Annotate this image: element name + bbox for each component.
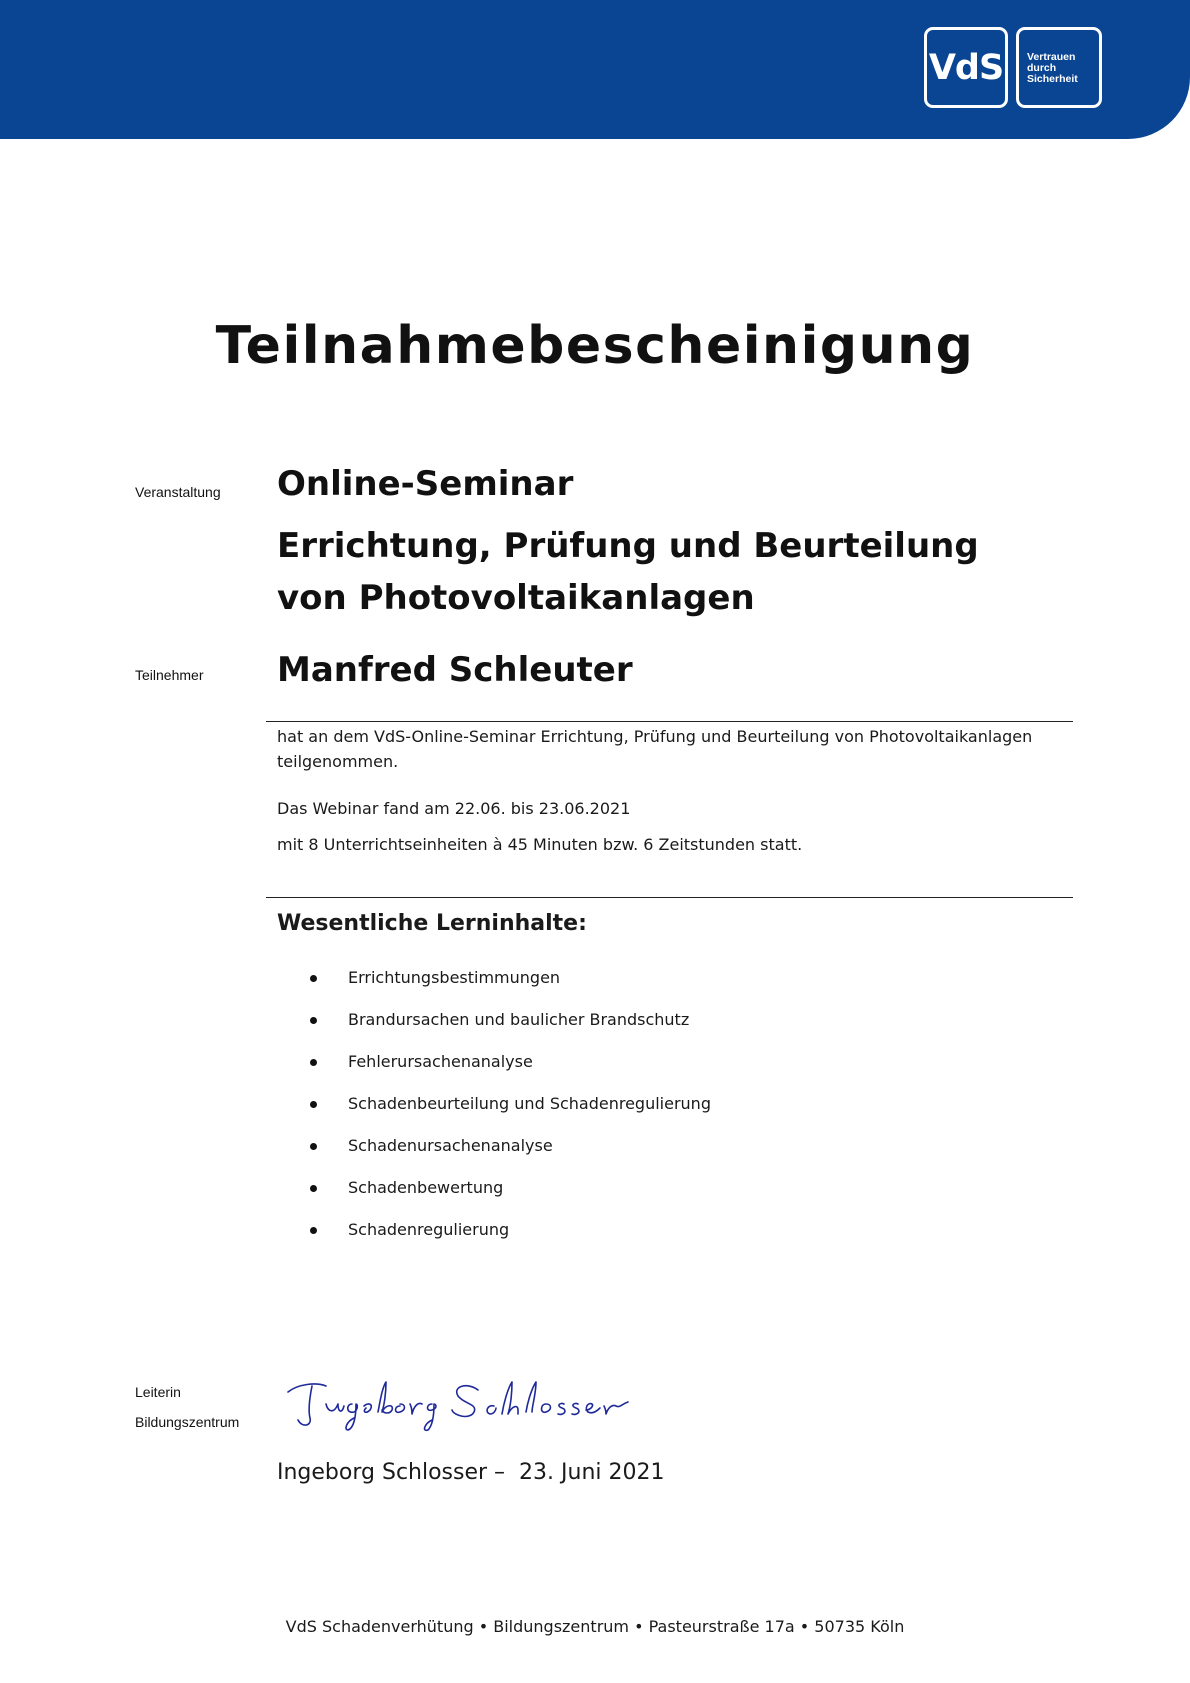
bullet-icon: [310, 1227, 317, 1234]
bullet-icon: [310, 1101, 317, 1108]
signatory-name-date: Ingeborg Schlosser – 23. Juni 2021: [277, 1460, 665, 1485]
participation-statement: hat an dem VdS-Online-Seminar Errichtung, Prüfung und Beurteilung von Photovoltaikanlagen teilgenommen.: [277, 727, 1033, 771]
list-item: [310, 966, 711, 1008]
list-item: [310, 1218, 711, 1260]
document-title: Teilnahmebescheinigung: [215, 316, 975, 376]
footer-address: VdS Schadenverhütung • Bildungszentrum • Pasteurstraße 17a • 50735 Köln: [285, 1617, 905, 1636]
contents-heading: Wesentliche Lerninhalte:: [277, 911, 587, 936]
handwritten-signature: [282, 1370, 642, 1440]
list-item: [310, 1176, 711, 1218]
list-item-text: Schadenregulierung: [348, 1220, 510, 1239]
divider-top: [266, 721, 1073, 722]
slogan-line: Sicherheit: [1027, 73, 1078, 85]
event-name-line: Errichtung, Prüfung und Beurteilung: [277, 526, 979, 566]
list-item-text: Brandursachen und baulicher Brandschutz: [348, 1010, 690, 1029]
signatory-role-line: Bildungszentrum: [135, 1414, 240, 1430]
bullet-icon: [310, 975, 317, 982]
list-item-text: Fehlerursachenanalyse: [348, 1052, 533, 1071]
participant-label: Teilnehmer: [135, 667, 204, 683]
list-item-text: Errichtungsbestimmungen: [348, 968, 561, 987]
header-band: [0, 0, 1190, 139]
learning-contents-list: [310, 966, 711, 1260]
bullet-icon: [310, 1017, 317, 1024]
list-item-text: Schadenbewertung: [348, 1178, 504, 1197]
bullet-icon: [310, 1059, 317, 1066]
webinar-dates: Das Webinar fand am 22.06. bis 23.06.2021: [277, 799, 631, 818]
list-item-text: Schadenbeurteilung und Schadenregulierung: [348, 1094, 711, 1113]
vds-logo-mark: VdS: [928, 47, 1004, 88]
event-label: Veranstaltung: [135, 484, 221, 500]
list-item-text: Schadenursachenanalyse: [348, 1136, 553, 1155]
vds-logo: [924, 27, 1008, 108]
signatory-role-line: Leiterin: [135, 1384, 181, 1400]
list-item: [310, 1008, 711, 1050]
bullet-icon: [310, 1185, 317, 1192]
event-name-line: von Photovoltaikanlagen: [277, 578, 755, 618]
slogan-line: durch: [1027, 62, 1057, 74]
participant-name: Manfred Schleuter: [277, 650, 633, 690]
list-item: [310, 1134, 711, 1176]
webinar-duration: mit 8 Unterrichtseinheiten à 45 Minuten bzw. 6 Zeitstunden statt.: [277, 835, 803, 854]
list-item: [310, 1092, 711, 1134]
vds-slogan-logo: [1016, 27, 1102, 108]
divider-bottom: [266, 897, 1073, 898]
event-type: Online-Seminar: [277, 464, 574, 504]
list-item: [310, 1050, 711, 1092]
event-name: [277, 520, 979, 624]
slogan-line: Vertrauen: [1027, 51, 1076, 63]
bullet-icon: [310, 1143, 317, 1150]
